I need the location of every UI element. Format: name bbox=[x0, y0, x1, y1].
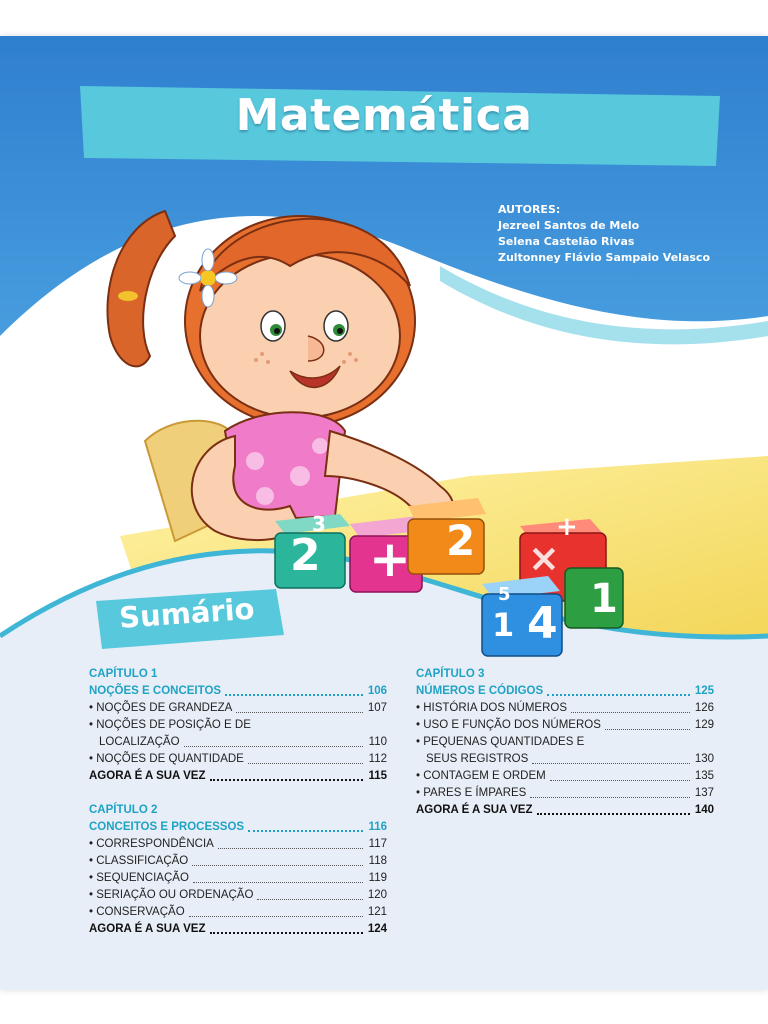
authors-heading: AUTORES: bbox=[498, 203, 561, 216]
toc-entry[interactable]: • NOÇÕES DE GRANDEZA 107 bbox=[89, 700, 387, 717]
chapter-label: CAPÍTULO 3 bbox=[416, 668, 485, 680]
cube-glyph: 2 bbox=[290, 530, 321, 581]
author-name: Zultonney Flávio Sampaio Velasco bbox=[498, 251, 711, 264]
toc-entry-chapter-3[interactable]: NÚMEROS E CÓDIGOS 125 bbox=[416, 685, 714, 697]
cube-glyph: 4 bbox=[527, 598, 558, 649]
toc-entry[interactable]: • PEQUENAS QUANTIDADES E bbox=[416, 734, 714, 751]
toc-entry-chapter-1[interactable]: NOÇÕES E CONCEITOS 106 bbox=[89, 685, 387, 697]
toc-entry[interactable]: • CLASSIFICAÇÃO 118 bbox=[89, 853, 387, 870]
author-name: Selena Castelão Rivas bbox=[498, 235, 635, 248]
toc-entry[interactable]: • CORRESPONDÊNCIA 117 bbox=[89, 836, 387, 853]
toc-entry-continued[interactable]: LOCALIZAÇÃO 110 bbox=[99, 736, 387, 748]
author-name: Jezreel Santos de Melo bbox=[498, 219, 640, 232]
toc-entry-closing[interactable]: AGORA É A SUA VEZ 124 bbox=[89, 923, 387, 935]
toc-entry[interactable]: • PARES E ÍMPARES 137 bbox=[416, 785, 714, 802]
toc-entry[interactable]: • USO E FUNÇÃO DOS NÚMEROS 129 bbox=[416, 717, 714, 734]
section-heading: Sumário bbox=[118, 591, 256, 635]
toc-entry[interactable]: • CONSERVAÇÃO 121 bbox=[89, 904, 387, 921]
cube-glyph: 3 bbox=[312, 512, 326, 536]
toc-entry-closing[interactable]: AGORA É A SUA VEZ 140 bbox=[416, 804, 714, 816]
chapter-label: CAPÍTULO 2 bbox=[89, 804, 158, 816]
toc-entry[interactable]: • NOÇÕES DE QUANTIDADE 112 bbox=[89, 751, 387, 768]
cube-glyph: 5 bbox=[498, 584, 511, 605]
toc-entry-continued[interactable]: SEUS REGISTROS 130 bbox=[426, 753, 714, 765]
toc-entry[interactable]: • HISTÓRIA DOS NÚMEROS 126 bbox=[416, 700, 714, 717]
toc-entry[interactable]: • CONTAGEM E ORDEM 135 bbox=[416, 768, 714, 785]
toc-entry[interactable]: • SERIAÇÃO OU ORDENAÇÃO 120 bbox=[89, 887, 387, 904]
toc-entry-closing[interactable]: AGORA É A SUA VEZ 115 bbox=[89, 770, 387, 782]
book-page bbox=[0, 36, 768, 990]
chapter-label: CAPÍTULO 1 bbox=[89, 668, 158, 680]
cube-glyph: 1 bbox=[590, 576, 618, 622]
authors-block bbox=[498, 202, 710, 266]
cube-glyph: + bbox=[556, 512, 578, 542]
toc-right-column bbox=[416, 666, 714, 819]
cube-glyph: × bbox=[528, 536, 560, 580]
cube-glyph: + bbox=[369, 530, 411, 588]
toc-left-column bbox=[89, 666, 387, 938]
toc-entry-chapter-2[interactable]: CONCEITOS E PROCESSOS 116 bbox=[89, 821, 387, 833]
cube-glyph: 1 bbox=[492, 606, 515, 644]
cube-glyph: 2 bbox=[446, 516, 476, 565]
toc-entry[interactable]: • SEQUENCIAÇÃO 119 bbox=[89, 870, 387, 887]
page-title: Matemática bbox=[235, 90, 533, 141]
toc-entry[interactable]: • NOÇÕES DE POSIÇÃO E DE bbox=[89, 717, 387, 734]
